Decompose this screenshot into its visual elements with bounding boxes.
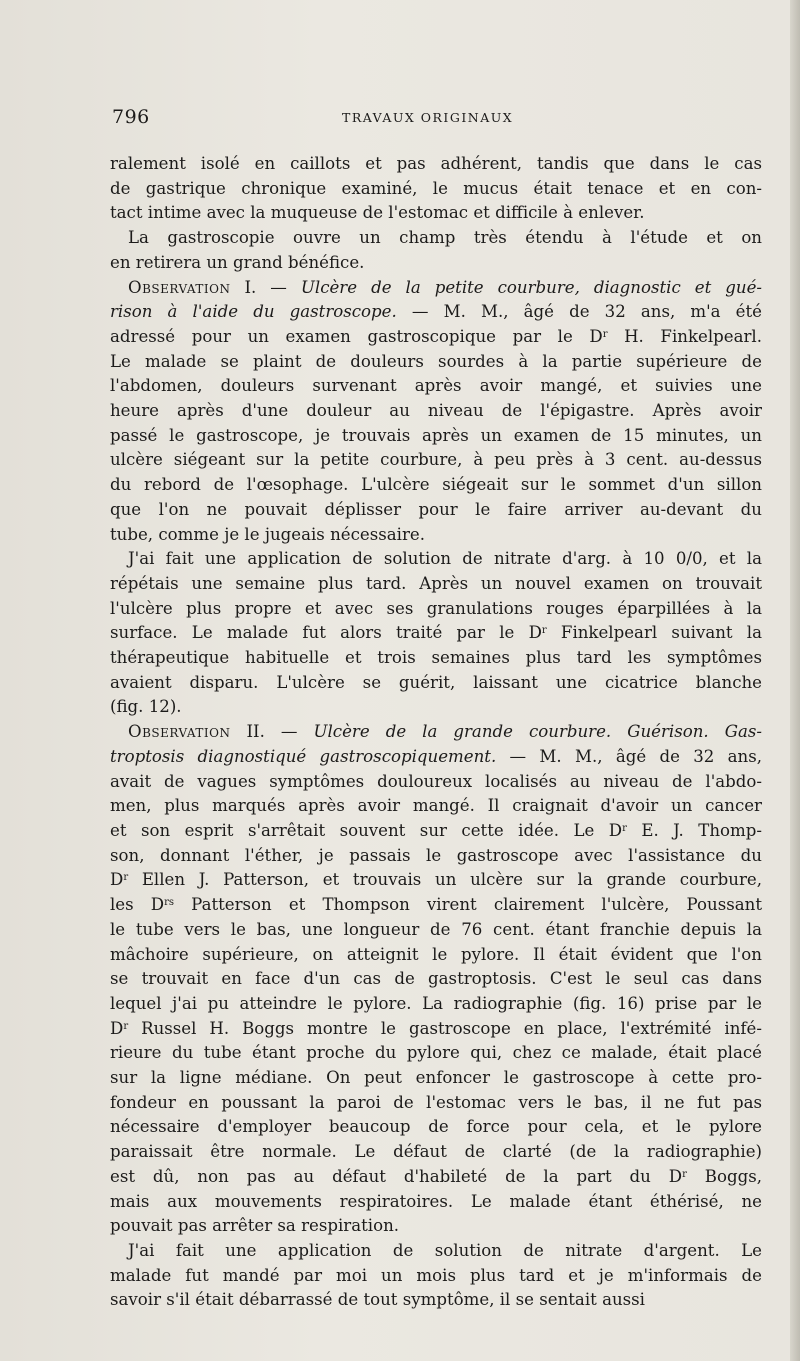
- text-line: fondeur en poussant la paroi de l'estomac vers le bas, il ne fut pas: [110, 1092, 762, 1112]
- text-line: et son esprit s'arrêtait souvent sur cette idée. Le $D^r$ E. J. Thomp-: [110, 820, 762, 840]
- body-text: [110, 152, 762, 1313]
- text-line: l'ulcère plus propre et avec ses granulations rouges éparpillées à la: [110, 598, 762, 618]
- running-title: TRAVAUX ORIGINAUX: [342, 110, 514, 125]
- text-line: est dû, non pas au défaut d'habileté de la part du $D^r$ Boggs,: [110, 1166, 763, 1186]
- text-line: mâchoire supérieure, on atteignit le pylore. Il était évident que l'on: [110, 944, 762, 964]
- text-line: savoir s'il était débarrassé de tout symptôme, il se sentait aussi: [110, 1290, 645, 1310]
- text-line: adressé pour un examen gastroscopique par le $D^r$ H. Finkelpearl.: [110, 326, 762, 346]
- text-line: troptosis diagnostiqué gastroscopiquement. — M. M., âgé de 32 ans,: [110, 746, 763, 766]
- text-line: répétais une semaine plus tard. Après un nouvel examen on trouvait: [110, 573, 762, 593]
- text-line: La gastroscopie ouvre un champ très étendu à l'étude et on: [128, 228, 762, 248]
- page-edge-shadow: [790, 0, 800, 1361]
- text-line: son, donnant l'éther, je passais le gastroscope avec l'assistance du: [110, 845, 762, 865]
- text-line: du rebord de l'œsophage. L'ulcère siégeait sur le sommet d'un sillon: [110, 475, 762, 495]
- text-line: rieure du tube étant proche du pylore qui, chez ce malade, était placé: [110, 1043, 762, 1063]
- text-line: surface. Le malade fut alors traité par le $D^r$ Finkelpearl suivant la: [110, 623, 763, 643]
- text-line: de gastrique chronique examiné, le mucus était tenace et en con-: [110, 178, 762, 198]
- text-line: J'ai fait une application de solution de nitrate d'arg. à 10 0/0, et la: [128, 549, 762, 569]
- text-line: sur la ligne médiane. On peut enfoncer le gastroscope à cette pro-: [110, 1068, 762, 1088]
- text-line: se trouvait en face d'un cas de gastroptosis. C'est le seul cas dans: [110, 969, 762, 989]
- text-line: Observation I. — Ulcère de la petite courbure, diagnostic et gué-: [128, 277, 762, 297]
- text-line: ulcère siégeant sur la petite courbure, à peu près à 3 cent. au-dessus: [110, 450, 762, 470]
- text-line: en retirera un grand bénéfice.: [110, 252, 365, 272]
- text-line: l'abdomen, douleurs survenant après avoir mangé, et suivies une: [110, 376, 762, 396]
- text-line: lequel j'ai pu atteindre le pylore. La radiographie (fig. 16) prise par le: [110, 993, 762, 1013]
- text-line: thérapeutique habituelle et trois semaines plus tard les symptômes: [110, 648, 762, 668]
- text-line: pouvait pas arrêter sa respiration.: [110, 1216, 400, 1236]
- text-line: men, plus marqués après avoir mangé. Il craignait d'avoir un cancer: [110, 796, 762, 816]
- text-line: tube, comme je le jugeais nécessaire.: [110, 524, 425, 544]
- text-line: rison à l'aide du gastroscope. — M. M., âgé de 32 ans, m'a été: [110, 302, 762, 322]
- text-line: avait de vagues symptômes douloureux localisés au niveau de l'abdo-: [110, 771, 762, 791]
- text-line: nécessaire d'employer beaucoup de force pour cela, et le pylore: [110, 1117, 762, 1137]
- text-line: mais aux mouvements respiratoires. Le malade étant éthérisé, ne: [110, 1191, 762, 1211]
- text-line: $D^r$ Russel H. Boggs montre le gastroscope en place, l'extrémité infé-: [110, 1018, 762, 1038]
- text-line: heure après d'une douleur au niveau de l'épigastre. Après avoir: [110, 401, 762, 421]
- text-line: ralement isolé en caillots et pas adhérent, tandis que dans le cas: [110, 154, 762, 173]
- text-line: $D^r$ Ellen J. Patterson, et trouvais un ulcère sur la grande courbure,: [110, 870, 762, 890]
- text-line: Observation II. — Ulcère de la grande courbure. Guérison. Gas-: [128, 722, 762, 742]
- text-line: malade fut mandé par moi un mois plus tard et je m'informais de: [110, 1265, 762, 1285]
- text-line: paraissait être normale. Le défaut de clarté (de la radiographie): [110, 1142, 762, 1162]
- text-line: Le malade se plaint de douleurs sourdes à la partie supérieure de: [110, 351, 762, 371]
- text-line: tact intime avec la muqueuse de l'estomac et difficile à enlever.: [110, 203, 645, 223]
- text-line: le tube vers le bas, une longueur de 76 cent. étant franchie depuis la: [110, 919, 762, 939]
- text-line: que l'on ne pouvait déplisser pour le faire arriver au-devant du: [110, 499, 762, 519]
- text-line: les $D^{rs}$ Patterson et Thompson virent clairement l'ulcère, Poussant: [110, 895, 762, 915]
- text-line: passé le gastroscope, je trouvais après un examen de 15 minutes, un: [110, 425, 762, 445]
- text-line: avaient disparu. L'ulcère se guérit, laissant une cicatrice blanche: [110, 672, 762, 692]
- text-line: J'ai fait une application de solution de nitrate d'argent. Le: [128, 1240, 762, 1260]
- page-header: [112, 106, 762, 136]
- text-line: (fig. 12).: [110, 697, 182, 717]
- page-number: 796: [112, 106, 150, 128]
